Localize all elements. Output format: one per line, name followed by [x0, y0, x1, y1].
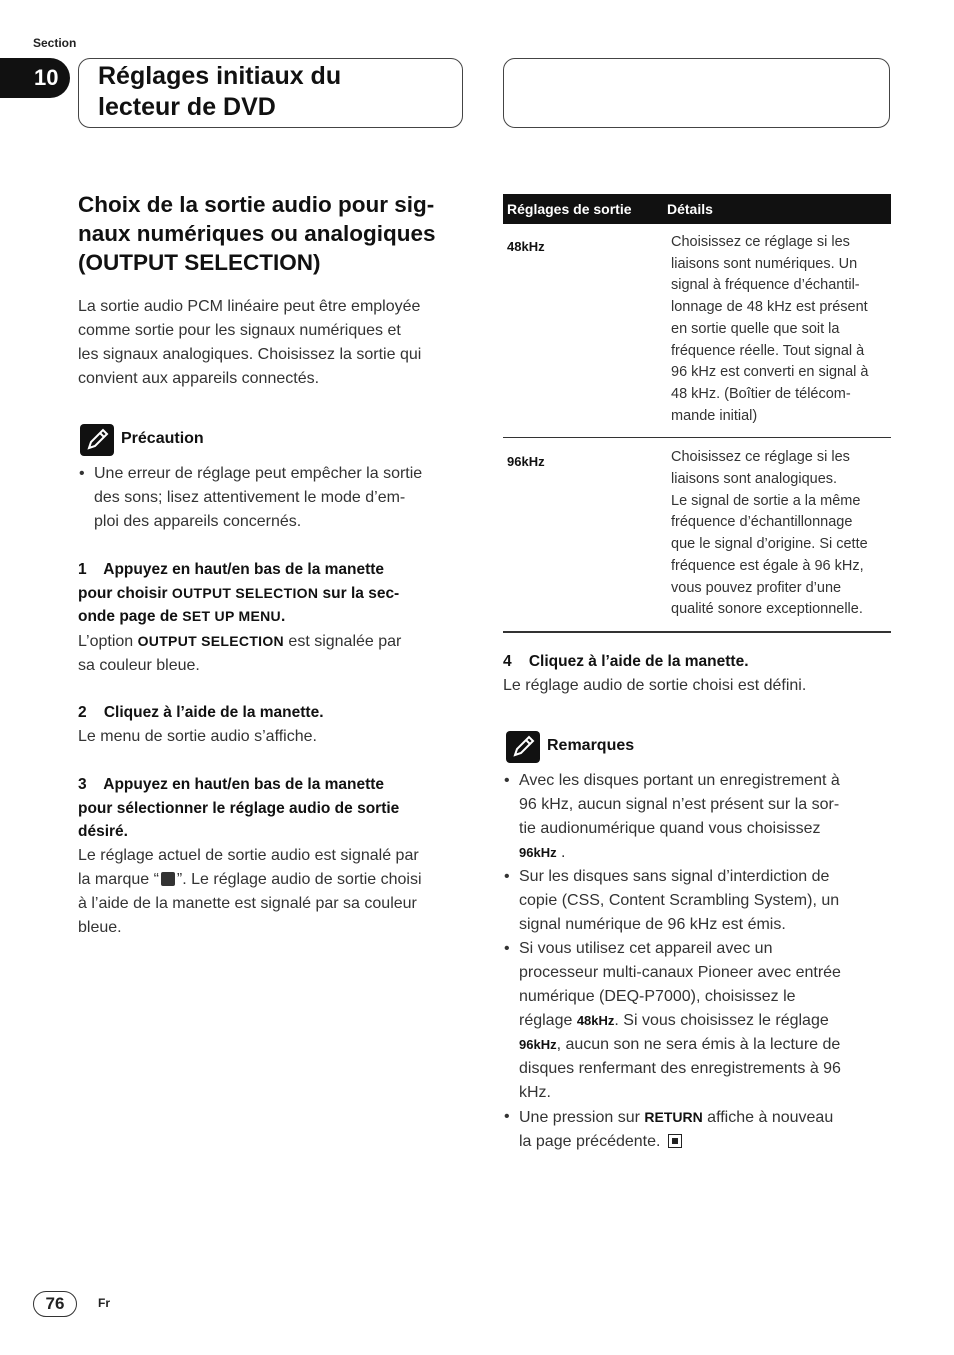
text-line: que le signal d’origine. Si cette	[671, 536, 868, 553]
text-line: fréquence réelle. Tout signal à	[671, 342, 865, 359]
text-line	[519, 841, 895, 865]
text-line	[519, 1033, 895, 1057]
right-header-box	[503, 58, 890, 128]
step-2	[78, 701, 470, 749]
remarks-list	[503, 769, 895, 1154]
text-span: onde page de	[78, 608, 183, 625]
step-title-line	[78, 605, 470, 629]
section-heading	[78, 190, 468, 277]
step-body-line	[78, 629, 470, 654]
text-line: 96 kHz, aucun signal n’est présent sur la sor-	[519, 796, 840, 813]
step-title-line: désiré.	[78, 823, 128, 840]
list-item	[78, 462, 470, 534]
text-line: fréquence d’échantillonnage	[671, 514, 853, 531]
step-body-line: Le menu de sortie audio s’affiche.	[78, 727, 317, 745]
text-line: • Avec les disques portant un enregistrement à	[519, 772, 840, 789]
text-line: des sons; lisez attentivement le mode d’em-	[94, 489, 406, 506]
text-line: mande initial)	[671, 407, 758, 424]
text-line: convient aux appareils connectés.	[78, 370, 320, 387]
heading-line: (OUTPUT SELECTION)	[78, 250, 321, 275]
text-line: Le signal de sortie a la même	[671, 492, 861, 509]
step-body-line: sa couleur bleue.	[78, 656, 200, 674]
text-line: en sortie quelle que soit la	[671, 320, 840, 337]
step-title-line: 1 Appuyez en haut/en bas de la manette	[78, 561, 385, 578]
text-line: Choisissez ce réglage si les	[671, 234, 850, 250]
table-row	[503, 224, 891, 438]
text-span: Une pression sur	[519, 1109, 645, 1126]
text-span: la marque “	[78, 870, 159, 888]
setting-name: 48kHz	[507, 239, 545, 254]
step-title-line: 2 Cliquez à l’aide de la manette.	[78, 704, 324, 721]
menu-name: OUTPUT SELECTION	[137, 632, 284, 649]
end-mark-icon	[668, 1134, 682, 1148]
text-span: réglage	[519, 1012, 577, 1029]
table-header-cell: Réglages de sortie	[503, 194, 667, 224]
text-span: pour choisir	[78, 584, 172, 602]
pencil-icon	[80, 424, 114, 456]
text-line: numérique (DEQ-P7000), choisissez le	[519, 988, 796, 1005]
setting-name: 48kHz	[576, 1013, 615, 1028]
pencil-icon	[506, 731, 540, 763]
caution-list	[78, 462, 470, 534]
step-3	[78, 773, 470, 940]
language-code: Fr	[98, 1296, 110, 1310]
table-header-row	[503, 194, 891, 224]
list-item	[503, 937, 895, 1105]
text-line	[519, 1009, 895, 1033]
chapter-title	[98, 61, 341, 123]
text-span: est signalée par	[283, 632, 402, 650]
text-line: Choisissez ce réglage si les	[671, 449, 850, 466]
list-item	[503, 769, 895, 865]
text-line: • Sur les disques sans signal d’interdiction de	[519, 868, 830, 885]
table-cell	[667, 438, 891, 632]
step-1	[78, 558, 470, 678]
setting-name: 96kHz	[519, 845, 557, 860]
text-line: liaisons sont numériques. Un	[671, 255, 858, 272]
text-line: kHz.	[519, 1084, 551, 1101]
page-number: 76	[33, 1291, 77, 1317]
remarks-title: Remarques	[547, 737, 635, 754]
text-line: comme sortie pour les signaux numériques et	[78, 322, 401, 339]
step-title-line: 3 Appuyez en haut/en bas de la manette	[78, 776, 385, 793]
step-body-line	[78, 868, 470, 892]
step-body-line: Le réglage audio de sortie choisi est défini.	[503, 676, 807, 694]
text-line: 96 kHz est converti en signal à	[671, 364, 869, 381]
text-span: , aucun son ne sera émis à la lecture de	[556, 1036, 841, 1053]
text-line: signal à fréquence d’échantil-	[671, 277, 860, 294]
section-label: Section	[33, 36, 77, 50]
cursor-marker-icon	[161, 872, 175, 886]
chapter-title-line: lecteur de DVD	[98, 93, 276, 121]
step-title-line	[78, 582, 470, 606]
button-name: RETURN	[644, 1109, 703, 1125]
menu-name: SET UP MENU	[182, 608, 281, 624]
text-span: . Si vous choisissez le réglage	[614, 1012, 829, 1029]
text-span: ”. Le réglage audio de sortie choisi	[176, 870, 422, 888]
chapter-title-line: Réglages initiaux du	[98, 62, 342, 90]
table-header-cell: Détails	[667, 194, 891, 224]
text-line: • Une erreur de réglage peut empêcher la sortie	[94, 465, 423, 482]
table-cell	[667, 224, 891, 438]
text-span: sur la sec-	[318, 584, 400, 602]
caution-title: Précaution	[121, 430, 204, 447]
text-line: liaisons sont analogiques.	[671, 471, 838, 488]
text-line: vous pouvez profiter d’une	[671, 579, 842, 596]
table-cell	[503, 224, 667, 438]
list-item	[503, 865, 895, 937]
text-line: fréquence est égale à 96 kHz,	[671, 557, 864, 574]
text-line: La sortie audio PCM linéaire peut être employée	[78, 298, 421, 315]
setting-name: 96kHz	[507, 454, 545, 470]
text-line: lonnage de 48 kHz est présent	[671, 299, 868, 316]
text-line: disques renfermant des enregistrements à 96	[519, 1060, 841, 1077]
setting-name: 96kHz	[519, 1037, 557, 1052]
intro-paragraph	[78, 295, 470, 391]
step-title-line: 4 Cliquez à l’aide de la manette.	[503, 653, 749, 670]
section-number-tab: 10	[0, 58, 70, 98]
text-line: ploi des appareils concernés.	[94, 513, 302, 530]
step-title-line: pour sélectionner le réglage audio de sortie	[78, 799, 400, 817]
output-settings-table	[503, 194, 891, 633]
text-line: tie audionumérique quand vous choisissez	[519, 820, 821, 837]
text-line: les signaux analogiques. Choisissez la sortie qui	[78, 346, 422, 363]
text-line: signal numérique de 96 kHz est émis.	[519, 916, 786, 933]
text-span: .	[280, 608, 286, 625]
text-line: 48 kHz. (Boîtier de télécom-	[671, 385, 851, 402]
menu-name: OUTPUT SELECTION	[171, 584, 319, 601]
step-body-line: bleue.	[78, 918, 122, 936]
text-line	[519, 1130, 895, 1154]
text-span: la page précédente.	[519, 1133, 661, 1150]
step-body-line: Le réglage actuel de sortie audio est signalé par	[78, 846, 419, 864]
text-line	[519, 1105, 895, 1130]
table-cell	[503, 438, 667, 632]
text-line: qualité sonore exceptionnelle.	[671, 601, 863, 618]
text-line: processeur multi-canaux Pioneer avec entrée	[519, 964, 841, 981]
text-line: copie (CSS, Content Scrambling System), un	[519, 892, 840, 909]
heading-line: naux numériques ou analogiques	[78, 221, 436, 246]
table-row	[503, 438, 891, 632]
text-span: L’option	[78, 632, 138, 650]
list-item	[503, 1105, 895, 1154]
step-4	[503, 650, 893, 698]
step-body-line: à l’aide de la manette est signalé par sa couleur	[78, 894, 417, 912]
text-span: affiche à nouveau	[702, 1109, 834, 1126]
heading-line: Choix de la sortie audio pour sig-	[78, 192, 435, 217]
text-span: .	[556, 844, 566, 861]
text-line: • Si vous utilisez cet appareil avec un	[519, 940, 773, 957]
